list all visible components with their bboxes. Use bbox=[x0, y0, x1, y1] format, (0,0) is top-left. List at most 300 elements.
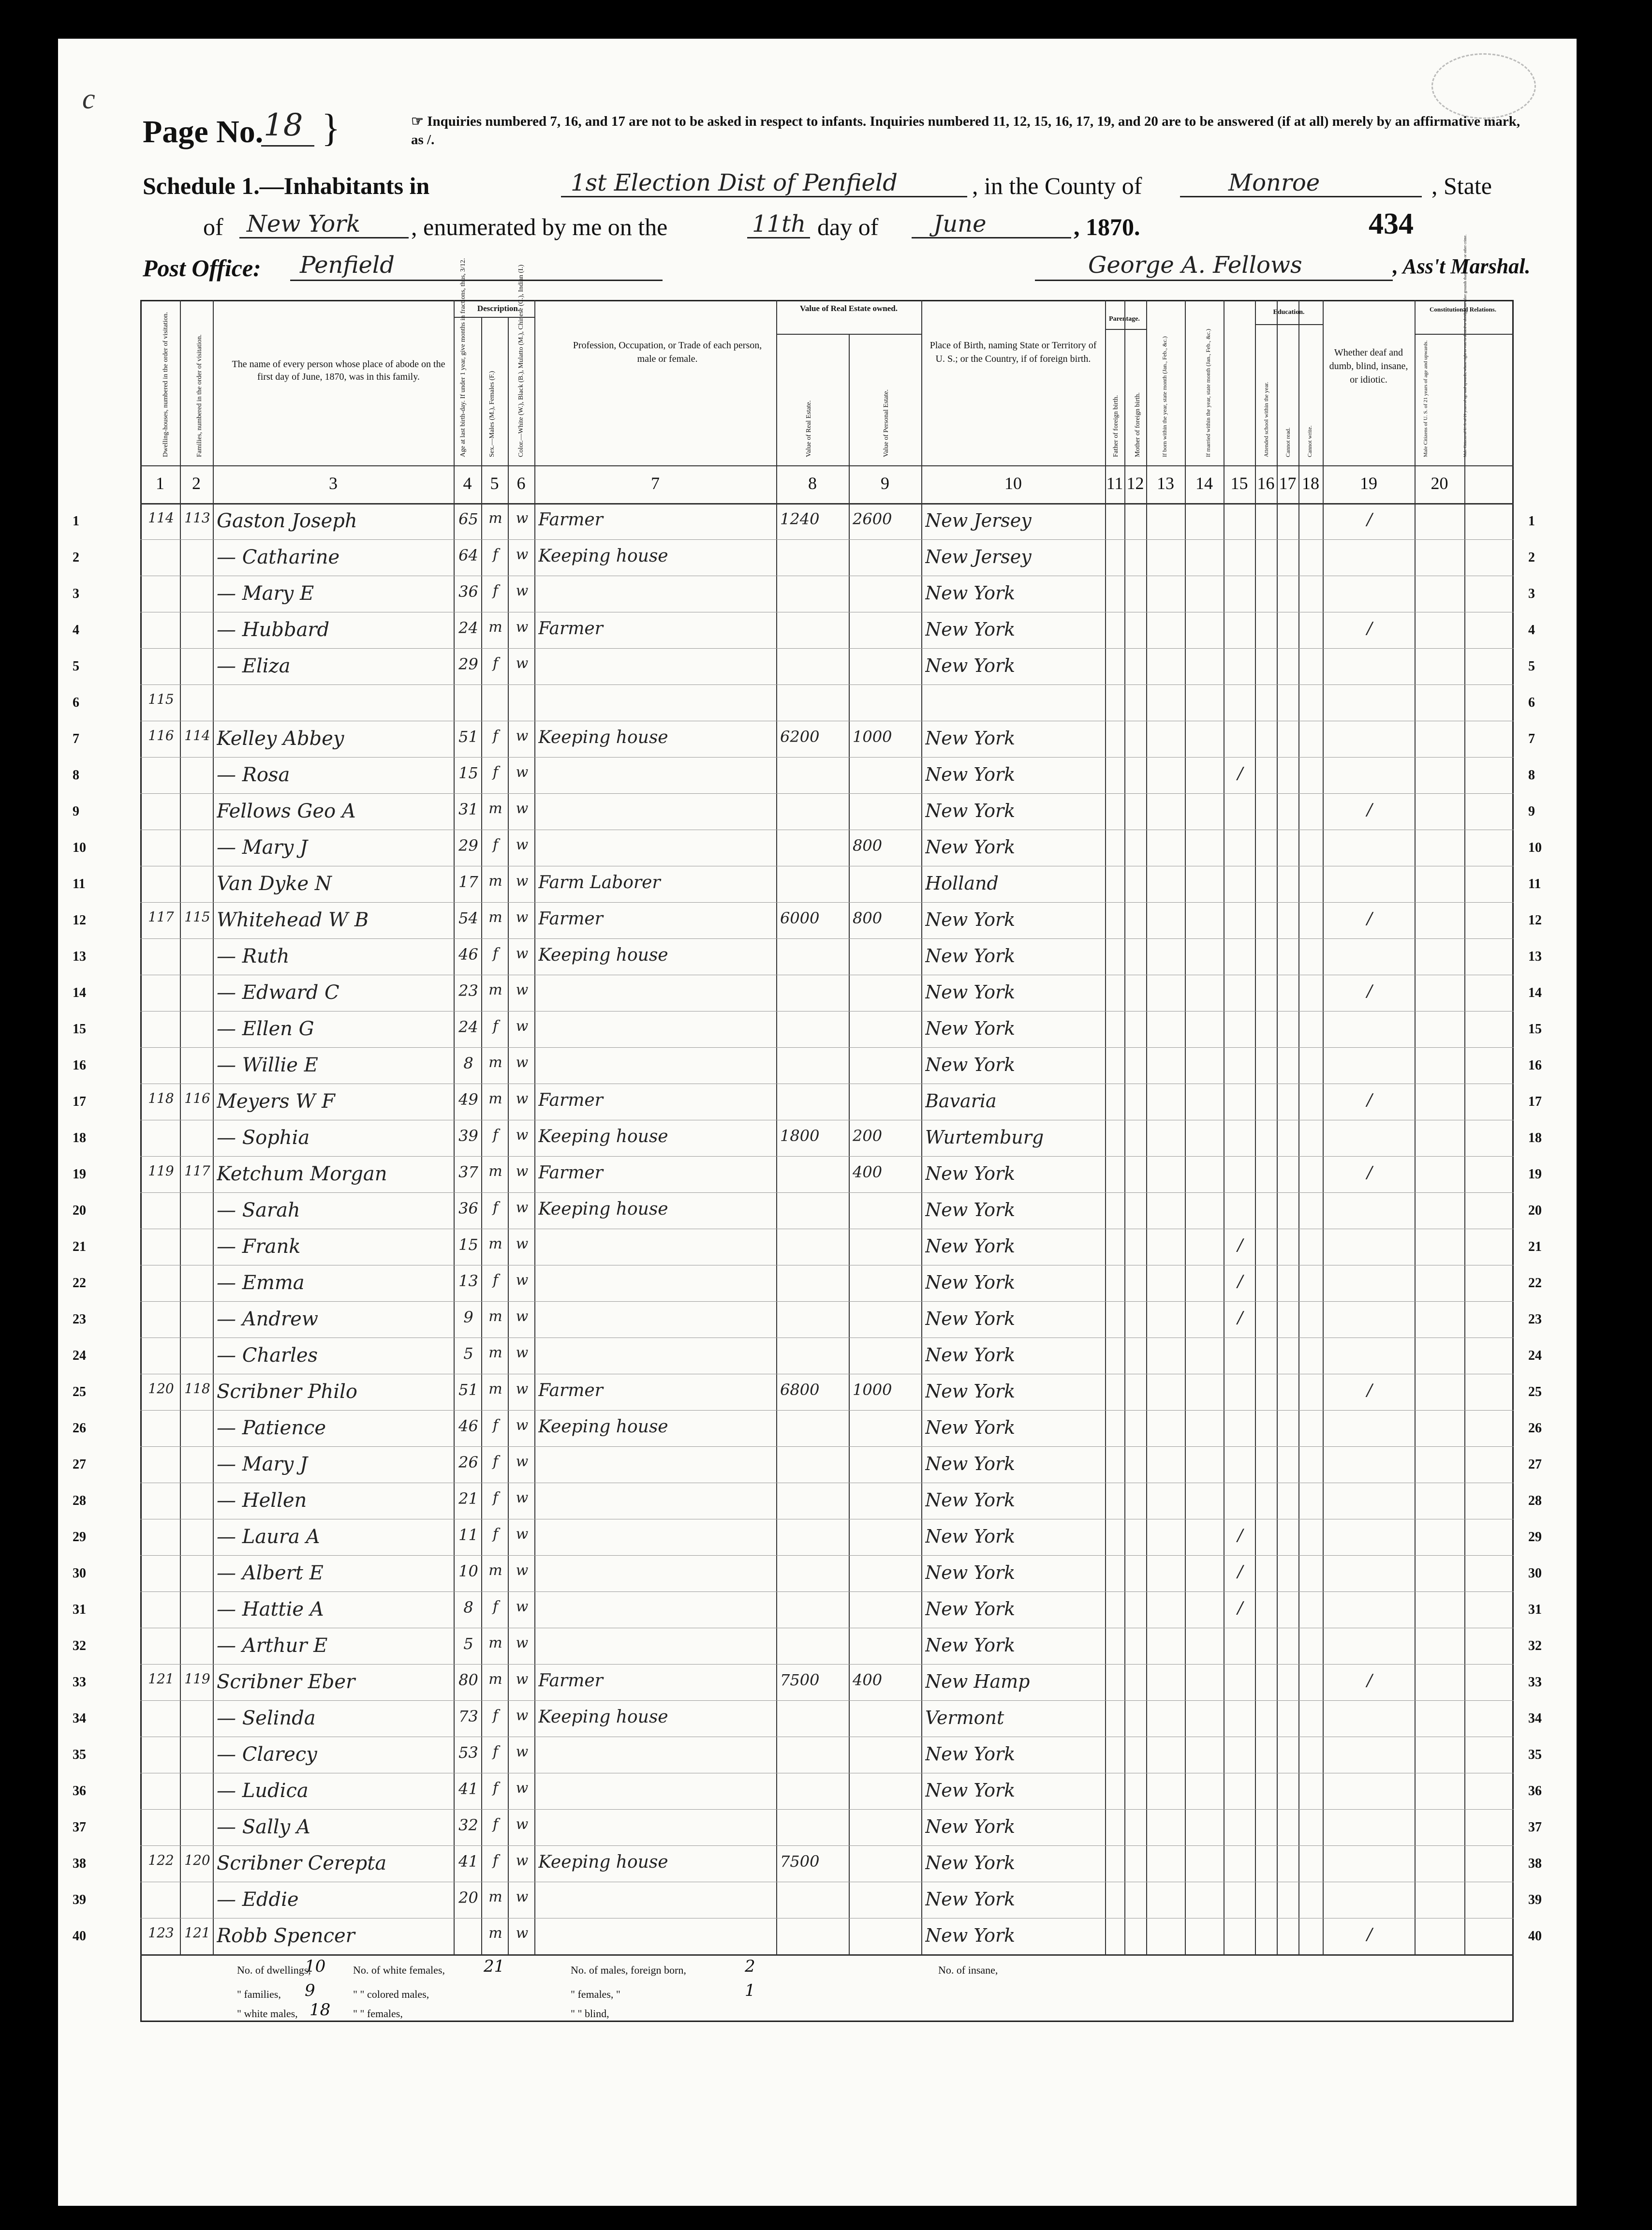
column-number: 8 bbox=[808, 474, 817, 493]
row-number-right: 6 bbox=[1528, 695, 1535, 710]
color: w bbox=[516, 1852, 529, 1869]
summary-white-males: 18 bbox=[310, 2000, 331, 2020]
row-number-right: 13 bbox=[1528, 949, 1542, 964]
header-c3: The name of every person whose place of abode on the first day of June, 1870, was in this family. bbox=[232, 359, 445, 382]
sex: m bbox=[488, 1163, 502, 1180]
column-divider bbox=[454, 300, 455, 1954]
row-number-left: 21 bbox=[73, 1239, 86, 1254]
schedule-label: Schedule 1.—Inhabitants in bbox=[143, 172, 430, 199]
place-of-birth: New York bbox=[925, 1780, 1016, 1801]
male-citizen-mark: / bbox=[1367, 1163, 1372, 1182]
color: w bbox=[516, 1199, 529, 1216]
column-number: 17 bbox=[1279, 474, 1297, 493]
person-name: — Selinda bbox=[217, 1707, 316, 1729]
age: 15 bbox=[458, 764, 478, 782]
sex: m bbox=[488, 1562, 502, 1579]
row-number-left: 29 bbox=[73, 1530, 86, 1545]
place-of-birth: New York bbox=[925, 981, 1016, 1003]
row-number-left: 30 bbox=[73, 1566, 86, 1581]
male-citizen-mark: / bbox=[1367, 909, 1372, 928]
attended-school-mark: / bbox=[1237, 1235, 1243, 1255]
header-c6: Color.—White (W.), Black (B.), Mulatto (M.), Chinese (C.), Indian (I.) bbox=[517, 264, 525, 457]
row-number-right: 8 bbox=[1528, 768, 1535, 783]
section-divider bbox=[1415, 334, 1514, 335]
male-citizen-mark: / bbox=[1367, 1671, 1372, 1690]
age: 24 bbox=[458, 619, 478, 637]
row-number-left: 17 bbox=[73, 1094, 86, 1109]
dwelling-number: 116 bbox=[148, 728, 174, 743]
summary-families-label: " families, bbox=[237, 1988, 281, 2000]
family-number: 116 bbox=[184, 1090, 210, 1106]
place-of-birth: Bavaria bbox=[925, 1090, 997, 1112]
row-number-right: 20 bbox=[1528, 1203, 1542, 1218]
age: 9 bbox=[463, 1308, 473, 1326]
row-number-right: 10 bbox=[1528, 840, 1542, 855]
row-divider bbox=[140, 1156, 1514, 1157]
person-name: Robb Spencer bbox=[217, 1925, 355, 1947]
real-estate-value: 6800 bbox=[780, 1381, 820, 1399]
place-of-birth: New York bbox=[925, 1308, 1016, 1329]
person-name: — Rosa bbox=[217, 764, 290, 786]
row-number-right: 37 bbox=[1528, 1820, 1542, 1835]
colnum-divider bbox=[140, 503, 1514, 505]
place-of-birth: New York bbox=[925, 655, 1016, 676]
row-divider bbox=[140, 1301, 1514, 1302]
post-office-line bbox=[290, 280, 663, 281]
row-number-left: 36 bbox=[73, 1784, 86, 1799]
age: 36 bbox=[458, 1199, 478, 1218]
column-divider bbox=[1255, 300, 1256, 1954]
place-of-birth: New York bbox=[925, 1888, 1016, 1910]
row-number-left: 22 bbox=[73, 1276, 86, 1291]
column-divider bbox=[1146, 300, 1147, 1954]
age: 15 bbox=[458, 1235, 478, 1254]
column-divider bbox=[180, 300, 181, 1954]
column-divider bbox=[1323, 300, 1324, 1954]
brace: } bbox=[322, 107, 340, 149]
place-of-birth: New York bbox=[925, 1598, 1016, 1620]
row-number-left: 9 bbox=[73, 804, 79, 819]
column-divider bbox=[776, 300, 777, 1954]
personal-estate-value: 800 bbox=[853, 836, 883, 855]
dwelling-number: 122 bbox=[148, 1852, 174, 1868]
summary-colored-males-label: " " colored males, bbox=[353, 1988, 429, 2000]
row-number-left: 16 bbox=[73, 1058, 86, 1073]
sex: m bbox=[488, 1308, 502, 1325]
age: 11 bbox=[458, 1526, 478, 1544]
column-number: 7 bbox=[651, 474, 660, 493]
sex: m bbox=[488, 909, 502, 926]
column-number: 4 bbox=[463, 474, 472, 493]
male-citizen-mark: / bbox=[1367, 510, 1372, 529]
state-value: New York bbox=[247, 210, 361, 238]
header-c17: Cannot write. bbox=[1306, 425, 1313, 457]
column-number: 18 bbox=[1302, 474, 1319, 493]
occupation: Farmer bbox=[538, 1671, 603, 1691]
marshal-name: George A. Fellows bbox=[1088, 252, 1302, 279]
color: w bbox=[516, 1344, 529, 1361]
color: w bbox=[516, 1671, 529, 1688]
row-number-right: 39 bbox=[1528, 1892, 1542, 1907]
sex: m bbox=[488, 981, 502, 998]
header-c19: Male Citizens of U. S. of 21 years of age and upwards. bbox=[1423, 340, 1429, 457]
sex: f bbox=[492, 1489, 499, 1506]
color: w bbox=[516, 1090, 529, 1107]
row-number-left: 6 bbox=[73, 695, 79, 710]
person-name: Scribner Eber bbox=[217, 1671, 355, 1693]
row-number-right: 38 bbox=[1528, 1856, 1542, 1871]
color: w bbox=[516, 1272, 529, 1289]
row-divider bbox=[140, 757, 1514, 758]
sex: f bbox=[492, 1816, 499, 1833]
header-education: Education. bbox=[1273, 309, 1305, 316]
column-divider bbox=[1105, 300, 1106, 1954]
row-divider bbox=[140, 1845, 1514, 1846]
row-number-left: 20 bbox=[73, 1203, 86, 1218]
attended-school-mark: / bbox=[1237, 1562, 1243, 1581]
section-divider bbox=[1255, 324, 1323, 325]
age: 29 bbox=[458, 655, 478, 673]
sex: f bbox=[492, 1272, 499, 1289]
row-divider bbox=[140, 938, 1514, 939]
sex: f bbox=[492, 1127, 499, 1144]
summary-males-foreign: 2 bbox=[745, 1957, 755, 1976]
row-number-left: 31 bbox=[73, 1602, 86, 1617]
age: 54 bbox=[458, 909, 478, 927]
color: w bbox=[516, 1743, 529, 1760]
row-number-left: 25 bbox=[73, 1384, 86, 1399]
column-number: 12 bbox=[1126, 474, 1144, 493]
person-name: Gaston Joseph bbox=[217, 510, 357, 532]
row-number-left: 39 bbox=[73, 1892, 86, 1907]
color: w bbox=[516, 1127, 529, 1144]
marshal-line bbox=[1035, 280, 1393, 281]
occupation: Farmer bbox=[538, 1381, 603, 1400]
row-number-right: 27 bbox=[1528, 1457, 1542, 1472]
color: w bbox=[516, 873, 529, 890]
person-name: — Patience bbox=[217, 1417, 326, 1439]
header-constitutional: Constitutional Relations. bbox=[1430, 306, 1496, 313]
row-divider bbox=[140, 1192, 1514, 1193]
age: 17 bbox=[458, 873, 478, 891]
header-c13: If born within the year, state month (Jan., Feb., &c.) bbox=[1161, 336, 1168, 457]
age: 64 bbox=[458, 546, 478, 565]
summary-white-males-label: " white males, bbox=[237, 2007, 298, 2020]
person-name: Fellows Geo A bbox=[217, 800, 356, 822]
male-citizen-mark: / bbox=[1367, 1381, 1372, 1400]
row-divider bbox=[140, 1446, 1514, 1447]
male-citizen-mark: / bbox=[1367, 800, 1372, 819]
person-name: — Albert E bbox=[217, 1562, 324, 1584]
header-c2: Families, numbered in the order of visitation. bbox=[196, 334, 203, 457]
real-estate-value: 6200 bbox=[780, 728, 820, 746]
row-number-left: 18 bbox=[73, 1130, 86, 1145]
row-divider bbox=[140, 648, 1514, 649]
header-c18: Whether deaf and dumb, blind, insane, or idiotic. bbox=[1329, 347, 1408, 385]
attended-school-mark: / bbox=[1237, 764, 1243, 783]
column-divider bbox=[1415, 300, 1416, 1954]
sex: m bbox=[488, 1925, 502, 1942]
summary-males-foreign-label: No. of males, foreign born, bbox=[571, 1964, 686, 1976]
header-c12: Mother of foreign birth. bbox=[1134, 392, 1141, 457]
age: 37 bbox=[458, 1163, 478, 1181]
row-number-left: 5 bbox=[73, 659, 79, 674]
column-number: 6 bbox=[516, 474, 526, 493]
attended-school-mark: / bbox=[1237, 1526, 1243, 1545]
age: 73 bbox=[458, 1707, 478, 1725]
sex: m bbox=[488, 619, 502, 636]
color: w bbox=[516, 1816, 529, 1833]
place-of-birth: New York bbox=[925, 1344, 1016, 1366]
sex: m bbox=[488, 873, 502, 890]
row-number-right: 29 bbox=[1528, 1530, 1542, 1545]
row-divider bbox=[140, 1555, 1514, 1556]
header-c14: If married within the year, state month (Jan., Feb., &c.) bbox=[1205, 328, 1211, 457]
color: w bbox=[516, 1235, 529, 1252]
color: w bbox=[516, 1308, 529, 1325]
dwelling-number: 120 bbox=[148, 1381, 174, 1397]
color: w bbox=[516, 1562, 529, 1579]
place-of-birth: Holland bbox=[925, 873, 999, 894]
row-number-left: 14 bbox=[73, 985, 86, 1000]
color: w bbox=[516, 909, 529, 926]
sex: f bbox=[492, 546, 499, 563]
person-name: — Hubbard bbox=[217, 619, 330, 641]
male-citizen-mark: / bbox=[1367, 619, 1372, 638]
person-name: — Emma bbox=[217, 1272, 305, 1294]
person-name: — Mary E bbox=[217, 582, 314, 605]
sex: m bbox=[488, 1381, 502, 1397]
place-of-birth: New York bbox=[925, 1743, 1016, 1765]
place-of-birth: New York bbox=[925, 909, 1016, 930]
real-estate-value: 6000 bbox=[780, 909, 820, 927]
person-name: — Ellen G bbox=[217, 1018, 314, 1040]
row-number-left: 23 bbox=[73, 1312, 86, 1327]
column-divider bbox=[1464, 300, 1465, 1954]
family-number: 121 bbox=[184, 1925, 210, 1941]
occupation: Farmer bbox=[538, 510, 603, 530]
family-number: 120 bbox=[184, 1852, 210, 1868]
page-value: 18 bbox=[264, 107, 303, 143]
male-citizen-mark: / bbox=[1367, 1925, 1372, 1944]
age: 8 bbox=[463, 1598, 473, 1617]
row-number-left: 2 bbox=[73, 550, 79, 565]
row-number-left: 33 bbox=[73, 1675, 86, 1690]
header-c9: Value of Personal Estate. bbox=[883, 389, 890, 457]
age: 36 bbox=[458, 582, 478, 601]
row-divider bbox=[140, 1809, 1514, 1810]
header-divider bbox=[140, 465, 1514, 466]
of-label: of bbox=[203, 213, 223, 240]
color: w bbox=[516, 1707, 529, 1724]
column-number: 11 bbox=[1106, 474, 1123, 493]
color: w bbox=[516, 1598, 529, 1615]
row-number-right: 32 bbox=[1528, 1638, 1542, 1653]
color: w bbox=[516, 546, 529, 563]
age: 80 bbox=[458, 1671, 478, 1689]
row-number-right: 25 bbox=[1528, 1384, 1542, 1399]
row-number-left: 13 bbox=[73, 949, 86, 964]
place-of-birth: New York bbox=[925, 1489, 1016, 1511]
county-label: , in the County of bbox=[972, 172, 1142, 199]
age: 53 bbox=[458, 1743, 478, 1762]
age: 41 bbox=[458, 1780, 478, 1798]
column-divider bbox=[534, 300, 535, 1954]
occupation: Keeping house bbox=[538, 728, 668, 747]
row-number-right: 1 bbox=[1528, 514, 1535, 529]
year-label: , 1870. bbox=[1074, 213, 1140, 240]
person-name: Ketchum Morgan bbox=[217, 1163, 387, 1185]
row-divider bbox=[140, 902, 1514, 903]
section-divider bbox=[776, 334, 921, 335]
occupation: Keeping house bbox=[538, 945, 668, 965]
state-label: , State bbox=[1431, 172, 1492, 199]
dwelling-number: 123 bbox=[148, 1925, 174, 1941]
personal-estate-value: 200 bbox=[853, 1127, 883, 1145]
family-number: 119 bbox=[184, 1671, 210, 1687]
color: w bbox=[516, 1054, 529, 1071]
row-number-right: 24 bbox=[1528, 1348, 1542, 1363]
place-of-birth: New York bbox=[925, 1816, 1016, 1837]
header-description: Description. bbox=[477, 304, 520, 313]
sex: f bbox=[492, 728, 499, 744]
row-number-left: 19 bbox=[73, 1167, 86, 1182]
column-number: 14 bbox=[1195, 474, 1213, 493]
day-of-label: day of bbox=[817, 213, 879, 240]
row-number-right: 35 bbox=[1528, 1747, 1542, 1762]
dwelling-number: 118 bbox=[148, 1090, 174, 1106]
sex: f bbox=[492, 764, 499, 781]
row-number-left: 26 bbox=[73, 1421, 86, 1436]
person-name: Van Dyke N bbox=[217, 873, 332, 895]
person-name: — Edward C bbox=[217, 981, 339, 1004]
row-number-right: 4 bbox=[1528, 623, 1535, 638]
row-divider bbox=[140, 1664, 1514, 1665]
column-number: 9 bbox=[881, 474, 889, 493]
place-of-birth: New York bbox=[925, 1163, 1016, 1184]
place-of-birth: New York bbox=[925, 619, 1016, 640]
person-name: — Charles bbox=[217, 1344, 318, 1367]
person-name: — Sally A bbox=[217, 1816, 310, 1838]
row-number-right: 33 bbox=[1528, 1675, 1542, 1690]
family-number: 118 bbox=[184, 1381, 210, 1397]
post-office-value: Penfield bbox=[300, 252, 395, 279]
person-name: Scribner Cerepta bbox=[217, 1852, 387, 1874]
row-number-right: 15 bbox=[1528, 1022, 1542, 1037]
column-divider bbox=[921, 300, 922, 1954]
summary-females-foreign: 1 bbox=[745, 1981, 755, 2000]
row-divider bbox=[140, 1410, 1514, 1411]
sex: f bbox=[492, 836, 499, 853]
row-divider bbox=[140, 684, 1514, 685]
row-number-left: 28 bbox=[73, 1493, 86, 1508]
column-number: 20 bbox=[1431, 474, 1448, 493]
person-name: — Hellen bbox=[217, 1489, 307, 1512]
sex: m bbox=[488, 510, 502, 527]
dwelling-number: 115 bbox=[148, 691, 174, 707]
color: w bbox=[516, 510, 529, 527]
column-number: 2 bbox=[192, 474, 201, 493]
header-c15: Attended school within the year. bbox=[1263, 382, 1269, 457]
personal-estate-value: 1000 bbox=[853, 728, 892, 746]
real-estate-value: 1800 bbox=[780, 1127, 820, 1145]
row-number-right: 9 bbox=[1528, 804, 1535, 819]
row-number-left: 27 bbox=[73, 1457, 86, 1472]
color: w bbox=[516, 1381, 529, 1397]
column-number: 10 bbox=[1004, 474, 1022, 493]
row-number-left: 24 bbox=[73, 1348, 86, 1363]
age: 65 bbox=[458, 510, 478, 528]
age: 8 bbox=[463, 1054, 473, 1072]
color: w bbox=[516, 1526, 529, 1543]
row-number-right: 11 bbox=[1528, 877, 1541, 892]
place-of-birth: Wurtemburg bbox=[925, 1127, 1044, 1148]
personal-estate-value: 800 bbox=[853, 909, 883, 927]
color: w bbox=[516, 1925, 529, 1942]
color: w bbox=[516, 655, 529, 672]
age: 21 bbox=[458, 1489, 478, 1508]
summary-divider bbox=[140, 1954, 1514, 1956]
place-of-birth: New York bbox=[925, 1199, 1016, 1220]
color: w bbox=[516, 1453, 529, 1470]
person-name: Scribner Philo bbox=[217, 1381, 357, 1403]
row-number-left: 8 bbox=[73, 768, 79, 783]
row-number-right: 31 bbox=[1528, 1602, 1542, 1617]
enumerated-label: , enumerated by me on the bbox=[411, 213, 668, 240]
row-divider bbox=[140, 539, 1514, 540]
place-of-birth: New York bbox=[925, 1381, 1016, 1402]
column-divider bbox=[1185, 300, 1186, 1954]
sex: f bbox=[492, 1199, 499, 1216]
attended-school-mark: / bbox=[1237, 1308, 1243, 1327]
column-divider bbox=[481, 317, 482, 1954]
family-number: 115 bbox=[184, 909, 210, 925]
occupation: Farmer bbox=[538, 619, 603, 639]
header-c7: Profession, Occupation, or Trade of each person, male or female. bbox=[573, 340, 762, 364]
age: 32 bbox=[458, 1816, 478, 1834]
place-of-birth: Vermont bbox=[925, 1707, 1004, 1728]
summary-white-females-label: No. of white females, bbox=[353, 1964, 445, 1976]
row-number-left: 15 bbox=[73, 1022, 86, 1037]
color: w bbox=[516, 728, 529, 744]
row-divider bbox=[140, 1047, 1514, 1048]
column-number: 19 bbox=[1360, 474, 1377, 493]
day-value: 11th bbox=[752, 210, 806, 238]
place-of-birth: New York bbox=[925, 582, 1016, 604]
dwelling-number: 114 bbox=[148, 510, 174, 526]
summary-dwellings-label: No. of dwellings, bbox=[237, 1964, 311, 1976]
place-of-birth: New York bbox=[925, 800, 1016, 821]
row-number-left: 11 bbox=[73, 877, 86, 892]
person-name: — Sophia bbox=[217, 1127, 310, 1149]
row-number-left: 32 bbox=[73, 1638, 86, 1653]
real-estate-value: 1240 bbox=[780, 510, 820, 528]
row-divider bbox=[140, 1591, 1514, 1592]
month-value: June bbox=[933, 210, 987, 238]
place-of-birth: New York bbox=[925, 1272, 1016, 1293]
inquiries-note: ☞ Inquiries numbered 7, 16, and 17 are not to be asked in respect to infants. Inquiries numbered 11, 12, 15, 16, 17, 19, and 20 are to be answered (if at all) merely by an affirmative mark, as /. bbox=[411, 114, 1520, 148]
header-c11: Father of foreign birth. bbox=[1112, 395, 1120, 457]
column-number: 13 bbox=[1157, 474, 1174, 493]
row-number-right: 7 bbox=[1528, 731, 1535, 746]
color: w bbox=[516, 764, 529, 781]
row-number-right: 5 bbox=[1528, 659, 1535, 674]
occupation: Keeping house bbox=[538, 1707, 668, 1727]
column-divider bbox=[849, 334, 850, 1954]
person-name: — Andrew bbox=[217, 1308, 318, 1330]
row-number-right: 26 bbox=[1528, 1421, 1542, 1436]
age: 31 bbox=[458, 800, 478, 818]
